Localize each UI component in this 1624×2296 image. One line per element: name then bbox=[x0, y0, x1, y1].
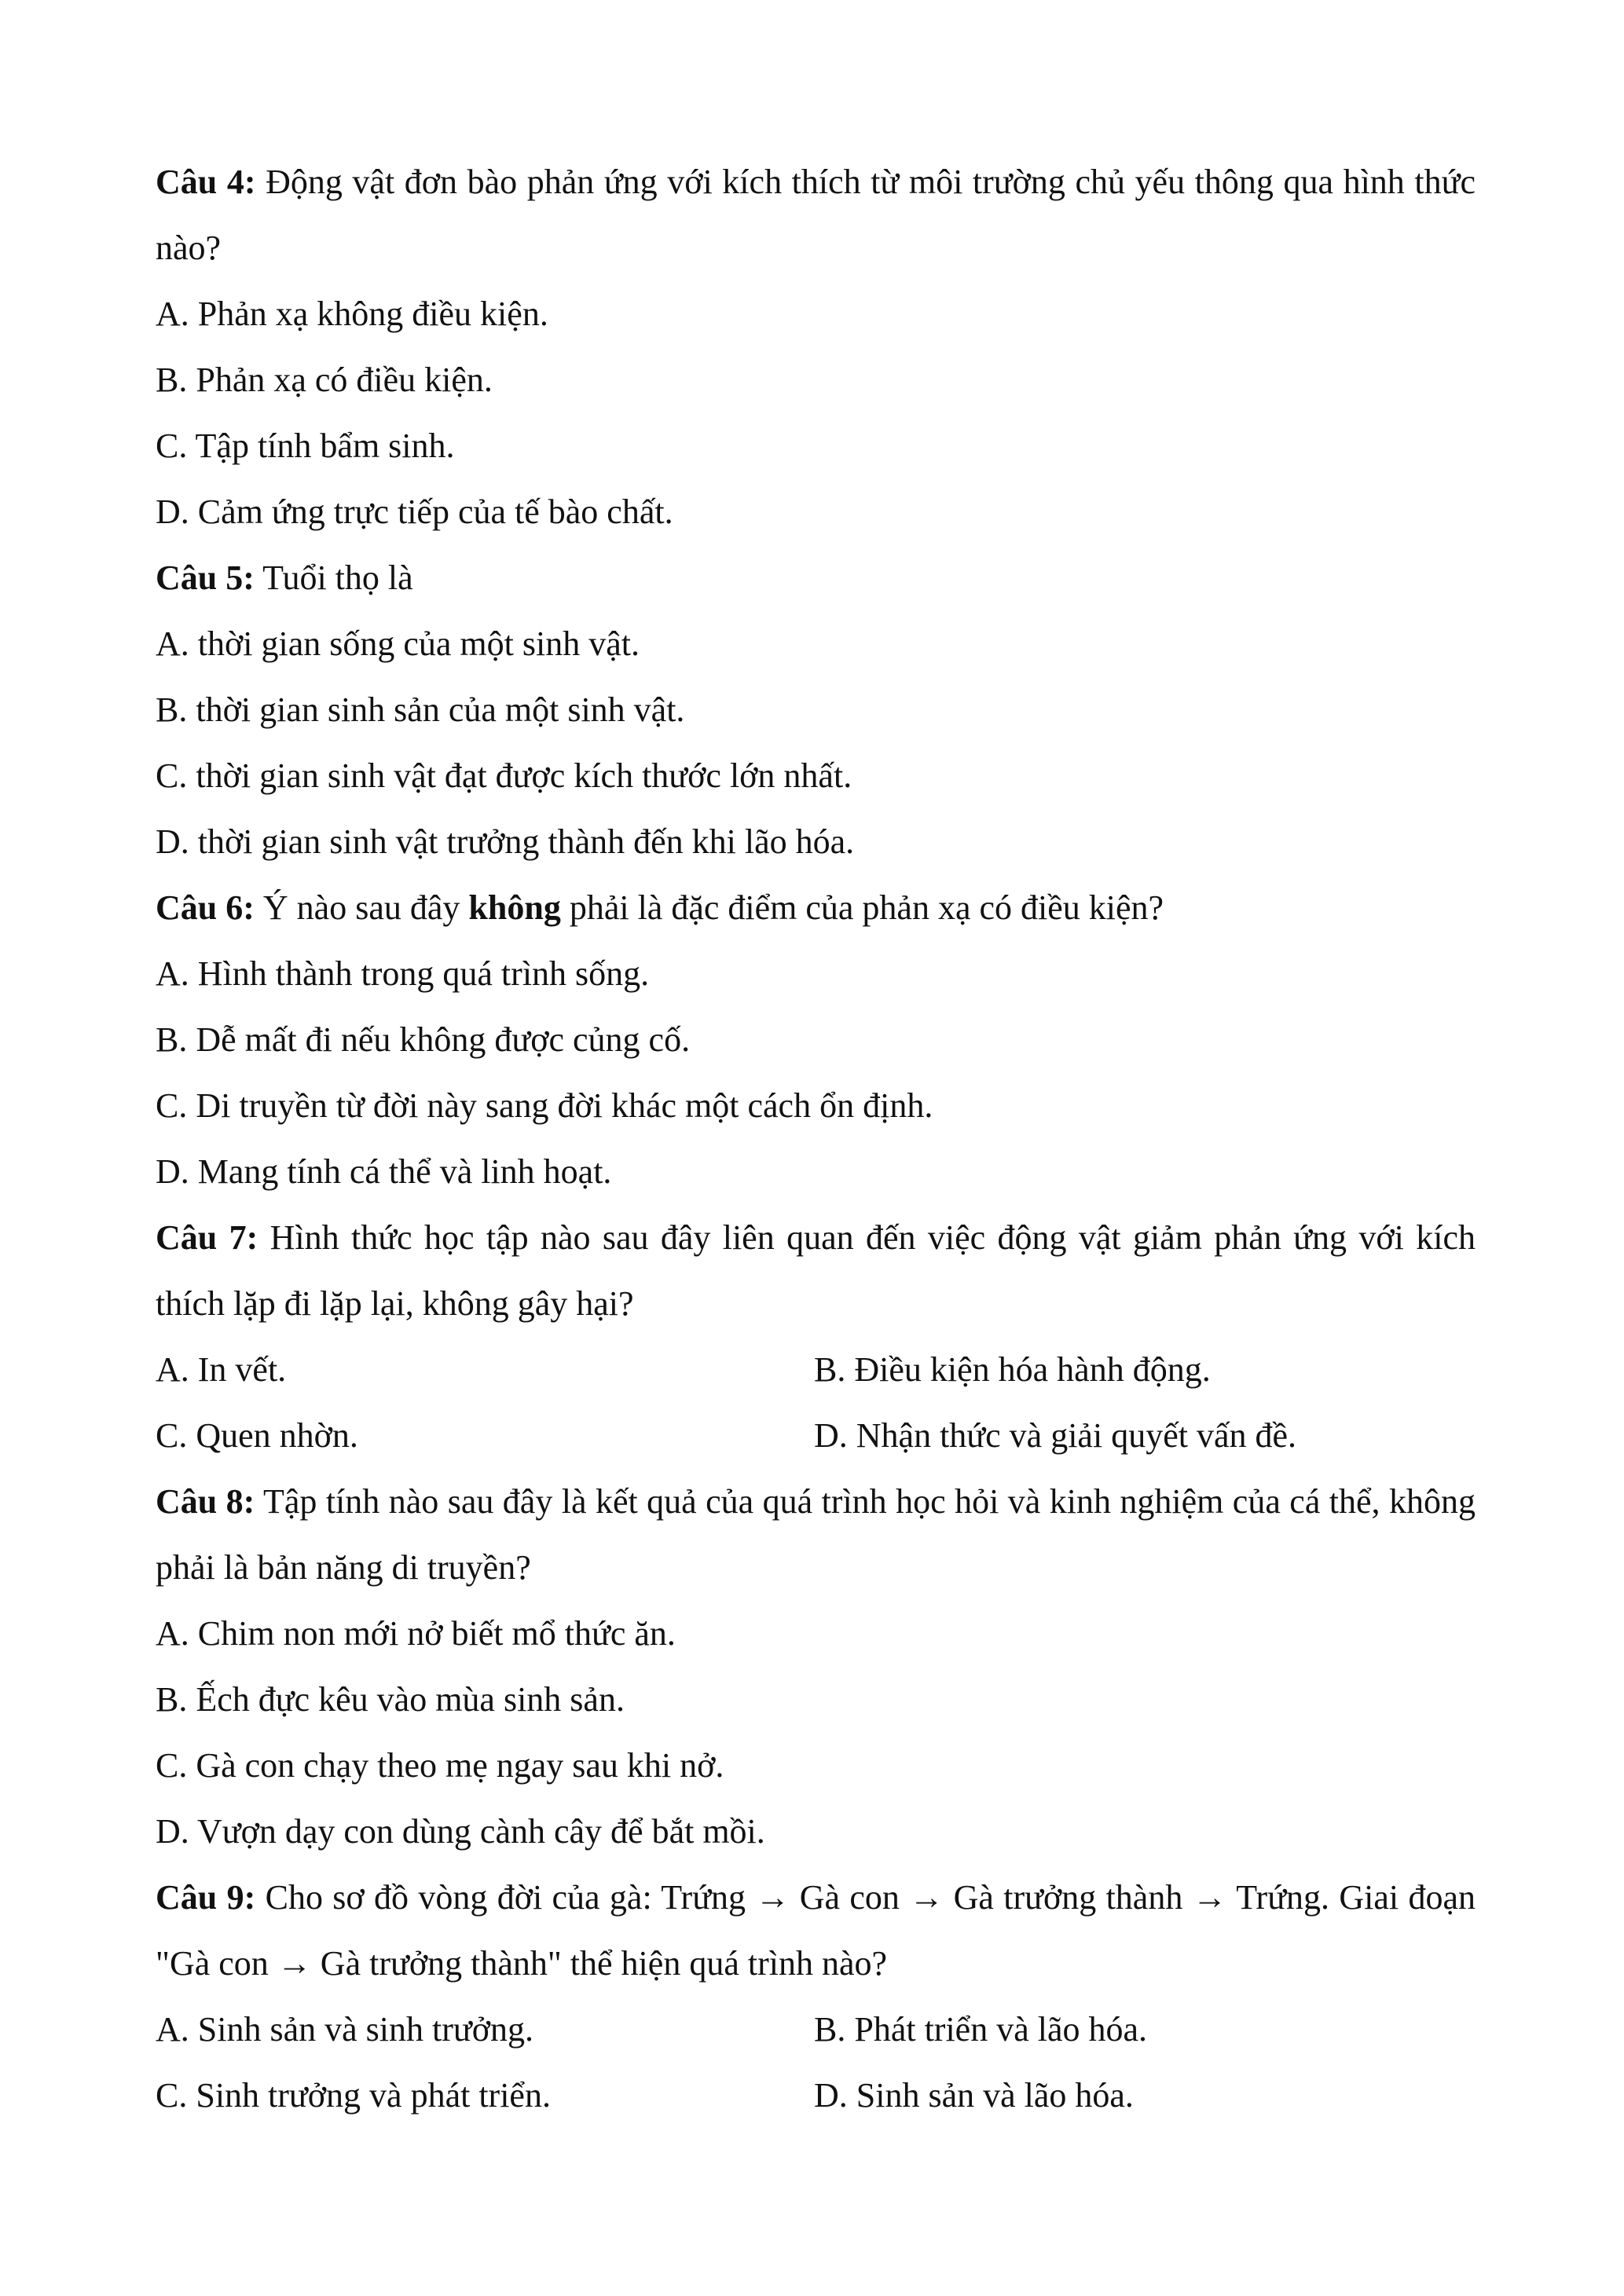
option-a: A. In vết. bbox=[156, 1350, 287, 1389]
question-6 bbox=[156, 875, 1476, 1205]
question-text: Cho sơ đồ vòng đời của gà: Trứng → Gà con → Gà trưởng thành → Trứng. Giai đoạn "Gà con → Gà trưởng thành" thể hiện quá trình nào? bbox=[156, 1878, 1476, 1983]
question-9 bbox=[156, 1865, 1476, 2129]
option-c: C. Tập tính bẩm sinh. bbox=[156, 427, 455, 465]
option-c: C. Sinh trưởng và phát triển. bbox=[156, 2076, 551, 2115]
option-d: D. Nhận thức và giải quyết vấn đề. bbox=[814, 1416, 1297, 1455]
option-c: C. thời gian sinh vật đạt được kích thước lớn nhất. bbox=[156, 756, 852, 795]
option-b: B. thời gian sinh sản của một sinh vật. bbox=[156, 690, 685, 729]
question-7 bbox=[156, 1205, 1476, 1469]
option-a: A. Sinh sản và sinh trưởng. bbox=[156, 2010, 533, 2049]
question-text: Hình thức học tập nào sau đây liên quan đến việc động vật giảm phản ứng với kích thích lặp đi lặp lại, không gây hại? bbox=[156, 1218, 1476, 1323]
question-8 bbox=[156, 1469, 1476, 1865]
question-stem bbox=[156, 1469, 1476, 1601]
question-label: Câu 9: bbox=[156, 1878, 256, 1917]
options-row bbox=[156, 1337, 1476, 1403]
question-5 bbox=[156, 545, 1476, 875]
option-d: D. Vượn dạy con dùng cành cây để bắt mồi. bbox=[156, 1812, 765, 1851]
question-text-emphasis: không bbox=[468, 888, 561, 927]
option-d: D. Sinh sản và lão hóa. bbox=[814, 2076, 1134, 2115]
option-c: C. Quen nhờn. bbox=[156, 1416, 358, 1455]
question-text: Động vật đơn bào phản ứng với kích thích từ môi trường chủ yếu thông qua hình thức nào? bbox=[156, 163, 1476, 267]
question-stem bbox=[156, 875, 1476, 941]
question-label: Câu 8: bbox=[156, 1482, 255, 1521]
question-list bbox=[156, 149, 1476, 2129]
option-b: B. Phát triển và lão hóa. bbox=[814, 2010, 1148, 2049]
option-c: C. Di truyền từ đời này sang đời khác một cách ổn định. bbox=[156, 1086, 933, 1125]
question-4 bbox=[156, 149, 1476, 545]
question-stem bbox=[156, 149, 1476, 281]
question-stem bbox=[156, 545, 1476, 611]
option-a: A. Chim non mới nở biết mổ thức ăn. bbox=[156, 1614, 676, 1653]
option-b: B. Ếch đực kêu vào mùa sinh sản. bbox=[156, 1680, 625, 1719]
question-label: Câu 4: bbox=[156, 163, 256, 201]
option-d: D. thời gian sinh vật trưởng thành đến khi lão hóa. bbox=[156, 822, 855, 861]
option-b: B. Điều kiện hóa hành động. bbox=[814, 1350, 1211, 1389]
question-stem bbox=[156, 1865, 1476, 1997]
option-a: A. Hình thành trong quá trình sống. bbox=[156, 954, 650, 993]
options-row bbox=[156, 2063, 1476, 2129]
question-label: Câu 5: bbox=[156, 558, 255, 597]
question-label: Câu 6: bbox=[156, 888, 255, 927]
question-label: Câu 7: bbox=[156, 1218, 258, 1257]
question-text-before: Ý nào sau đây bbox=[254, 888, 469, 927]
options-row bbox=[156, 1997, 1476, 2063]
option-b: B. Phản xạ có điều kiện. bbox=[156, 361, 493, 399]
question-stem bbox=[156, 1205, 1476, 1337]
option-b: B. Dễ mất đi nếu không được củng cố. bbox=[156, 1020, 691, 1059]
question-text-after: phải là đặc điểm của phản xạ có điều kiện? bbox=[560, 888, 1164, 927]
option-d: D. Mang tính cá thể và linh hoạt. bbox=[156, 1152, 612, 1191]
option-a: A. Phản xạ không điều kiện. bbox=[156, 295, 548, 333]
question-text: Tập tính nào sau đây là kết quả của quá trình học hỏi và kinh nghiệm của cá thể, không phải là bản năng di truyền? bbox=[156, 1482, 1476, 1587]
option-c: C. Gà con chạy theo mẹ ngay sau khi nở. bbox=[156, 1746, 724, 1785]
question-text: Tuổi thọ là bbox=[254, 558, 413, 597]
options-row bbox=[156, 1403, 1476, 1469]
option-a: A. thời gian sống của một sinh vật. bbox=[156, 624, 640, 663]
option-d: D. Cảm ứng trực tiếp của tế bào chất. bbox=[156, 493, 673, 531]
